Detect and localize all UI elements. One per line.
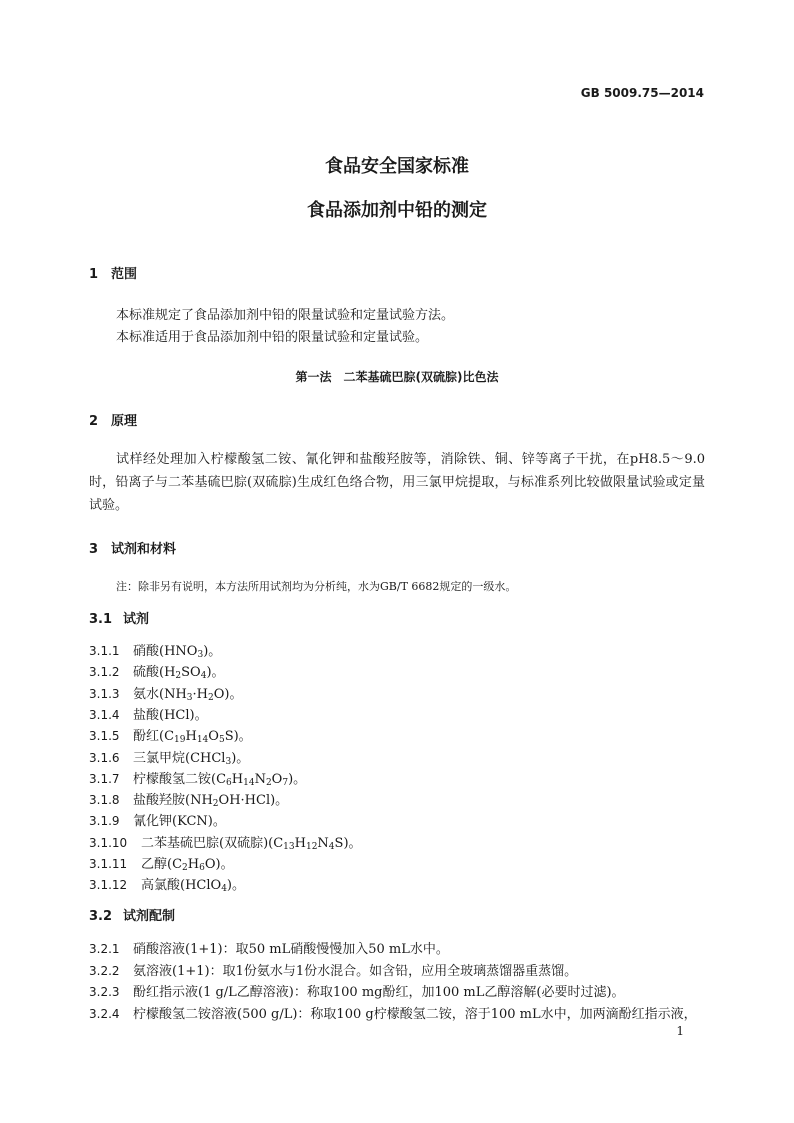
- reagent-item: [89, 874, 245, 893]
- section-heading-reagents-materials: [89, 538, 176, 557]
- reagent-number: 3.1.3: [89, 686, 120, 701]
- reagent-name: 高氯酸(HClO$_4$)。: [141, 878, 245, 895]
- subsection-heading-preparation: [89, 905, 175, 924]
- preparation-number: 3.2.3: [89, 985, 120, 999]
- preparation-text: 氨溶液(1+1)：取1份氨水与1份水混合。如含铅，应用全玻璃蒸馏器重蒸馏。: [133, 963, 578, 979]
- preparation-item: [89, 1003, 697, 1022]
- reagent-number: 3.1.5: [89, 729, 120, 744]
- reagent-name: 氨水$(NH_3\cdot H_2O)$。: [133, 686, 243, 703]
- reagent-item: [89, 853, 234, 872]
- page-number: 1: [676, 1024, 684, 1038]
- reagent-name: 乙醇$(C_2H_6O)$。: [141, 857, 234, 873]
- reagent-name: 二苯基硫巴腙(双硫腙)$(C_{13}H_{12}N_4S)$。: [141, 835, 362, 852]
- preparation-item: [89, 981, 625, 1000]
- method-title: 第一法 二苯基硫巴腙(双硫腙)比色法: [295, 370, 499, 384]
- section-number: 1: [89, 267, 99, 282]
- reagent-item: [89, 725, 252, 744]
- preparation-item: [89, 938, 449, 957]
- reagent-item: [89, 640, 221, 659]
- reagent-number: 3.1.2: [89, 665, 120, 680]
- reagent-item: [89, 768, 306, 787]
- section-number: 2: [89, 414, 99, 429]
- reagent-name: 柠檬酸氢二铵$(C_6H_{14}N_2O_7)$。: [133, 771, 307, 788]
- subsection-number: 3.2: [89, 909, 113, 924]
- reagent-item: [89, 704, 208, 723]
- reagent-name: 三氯甲烷(CHCl$_3$)。: [133, 750, 250, 767]
- preparation-text: 硝酸溶液(1+1)：取50 mL硝酸慢慢加入50 mL水中。: [133, 942, 449, 957]
- section-number: 3: [89, 542, 99, 557]
- preparation-number: 3.2.1: [89, 942, 120, 956]
- reagent-number: 3.1.11: [89, 857, 128, 871]
- reagent-number: 3.1.1: [89, 644, 120, 658]
- section-heading-scope: [89, 263, 137, 282]
- reagent-item: [89, 661, 225, 680]
- scope-line-2: 本标准适用于食品添加剂中铅的限量试验和定量试验。: [116, 330, 429, 345]
- note: 注：除非另有说明，本方法所用试剂均为分析纯，水为GB/T 6682规定的一级水。: [116, 580, 517, 593]
- document-subtitle: 食品添加剂中铅的测定: [307, 200, 487, 221]
- reagent-name: 盐酸羟胺$(NH_2OH\cdot HCl)$。: [133, 793, 289, 810]
- preparation-item: [89, 960, 577, 979]
- reagent-name: 盐酸(HCl)。: [133, 707, 208, 723]
- preparation-number: 3.2.2: [89, 963, 120, 978]
- principle-paragraph: 试样经处理加入柠檬酸氢二铵、氰化钾和盐酸羟胺等，消除铁、铜、锌等离子干扰，在pH8.5～9.0时，铅离子与二苯基硫巴腙(双硫腙)生成红色络合物，用三氯甲烷提取，与标准系列比较做限量试验或定量试验。: [89, 452, 705, 513]
- reagent-item: [89, 683, 243, 702]
- reagent-item: [89, 789, 288, 808]
- subsection-heading-reagents: [89, 608, 149, 627]
- subsection-number: 3.1: [89, 612, 113, 627]
- subsection-title: 试剂配制: [123, 909, 176, 924]
- reagent-name: 氰化钾(KCN)。: [133, 814, 226, 830]
- reagent-item: [89, 810, 226, 829]
- section-title: 试剂和材料: [111, 542, 177, 557]
- preparation-text: 柠檬酸氢二铵溶液(500 g/L)：称取100 g柠檬酸氢二铵，溶于100 mL水中，加两滴酚红指示液，: [133, 1006, 697, 1022]
- reagent-name: 硫酸$(H_2SO_4)$。: [133, 665, 225, 682]
- preparation-number: 3.2.4: [89, 1006, 120, 1021]
- reagent-item: [89, 747, 249, 766]
- subsection-title: 试剂: [123, 612, 150, 627]
- reagent-number: 3.1.12: [89, 878, 128, 893]
- reagent-number: 3.1.10: [89, 835, 128, 850]
- reagent-number: 3.1.4: [89, 707, 120, 722]
- reagent-item: [89, 832, 362, 851]
- preparation-text: 酚红指示液(1 g/L乙醇溶液)：称取100 mg酚红，加100 mL乙醇溶解(必要时过滤)。: [133, 985, 625, 1000]
- reagent-number: 3.1.8: [89, 793, 120, 808]
- reagent-number: 3.1.6: [89, 750, 120, 765]
- document-title: 食品安全国家标准: [325, 156, 469, 177]
- section-title: 原理: [111, 414, 138, 429]
- scope-line-1: 本标准规定了食品添加剂中铅的限量试验和定量试验方法。: [116, 308, 455, 323]
- standard-code: GB 5009.75—2014: [580, 86, 704, 100]
- section-heading-principle: [89, 410, 137, 429]
- reagent-name: 硝酸$(HNO_3)$。: [133, 644, 222, 660]
- reagent-name: 酚红$(C_{19}H_{14}O_5S)$。: [133, 729, 252, 746]
- reagent-number: 3.1.7: [89, 771, 120, 786]
- section-title: 范围: [111, 267, 138, 282]
- reagent-number: 3.1.9: [89, 814, 120, 829]
